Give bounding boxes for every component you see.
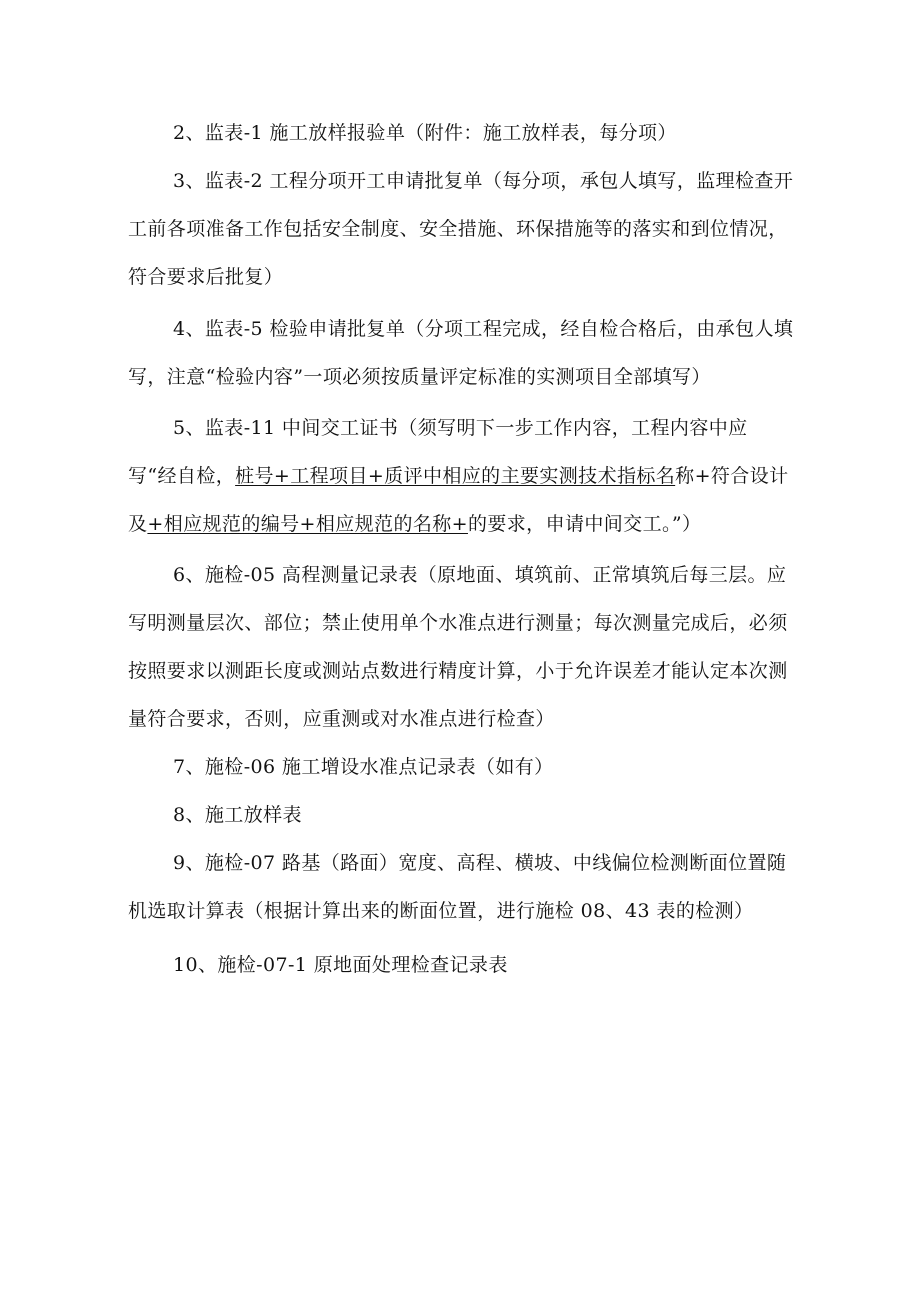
item-5-text-c: 称+符合设计及 <box>128 465 789 535</box>
item-5-text-e: 的要求，申请中间交工。”） <box>467 513 702 535</box>
item-5-underlined-d: +相应规范的编号+相应规范的名称+ <box>147 513 468 535</box>
item-4-paragraph: 4、监表-5 检验申请批复单（分项工程完成，经自检合格后，由承包人填写，注意“检验内容”一项必须按质量评定标准的实测项目全部填写） <box>128 318 794 388</box>
item-7-paragraph: 7、施检-06 施工增设水准点记录表（如有） <box>173 756 554 778</box>
item-8-paragraph: 8、施工放样表 <box>173 804 302 826</box>
item-5-underlined-b: 桩号+工程项目+质评中相应的主要实测技术指标名 <box>235 465 676 487</box>
item-9-paragraph: 9、施检-07 路基（路面）宽度、高程、横坡、中线偏位检测断面位置随机选取计算表（根据计算出来的断面位置，进行施检 08、43 表的检测） <box>128 852 787 922</box>
item-5-paragraph <box>128 404 794 548</box>
item-6-paragraph: 6、施检-05 高程测量记录表（原地面、填筑前、正常填筑后每三层。应写明测量层次、部位；禁止使用单个水准点进行测量；每次测量完成后，必须按照要求以测距长度或测站点数进行精度计算，小于允许误差才能认定本次测量符合要求，否则，应重测或对水准点进行检查） <box>128 564 788 730</box>
item-2-paragraph: 2、监表-1 施工放样报验单（附件：施工放样表，每分项） <box>173 122 677 144</box>
item-5-text-a: 5、监表-11 中间交工证书（须写明下一步工作内容，工程内容中应写“经自检， <box>128 417 748 487</box>
item-10-paragraph: 10、施检-07-1 原地面处理检查记录表 <box>173 954 508 976</box>
item-3-paragraph: 3、监表-2 工程分项开工申请批复单（每分项，承包人填写，监理检查开工前各项准备工作包括安全制度、安全措施、环保措施等的落实和到位情况，符合要求后批复） <box>128 170 794 288</box>
